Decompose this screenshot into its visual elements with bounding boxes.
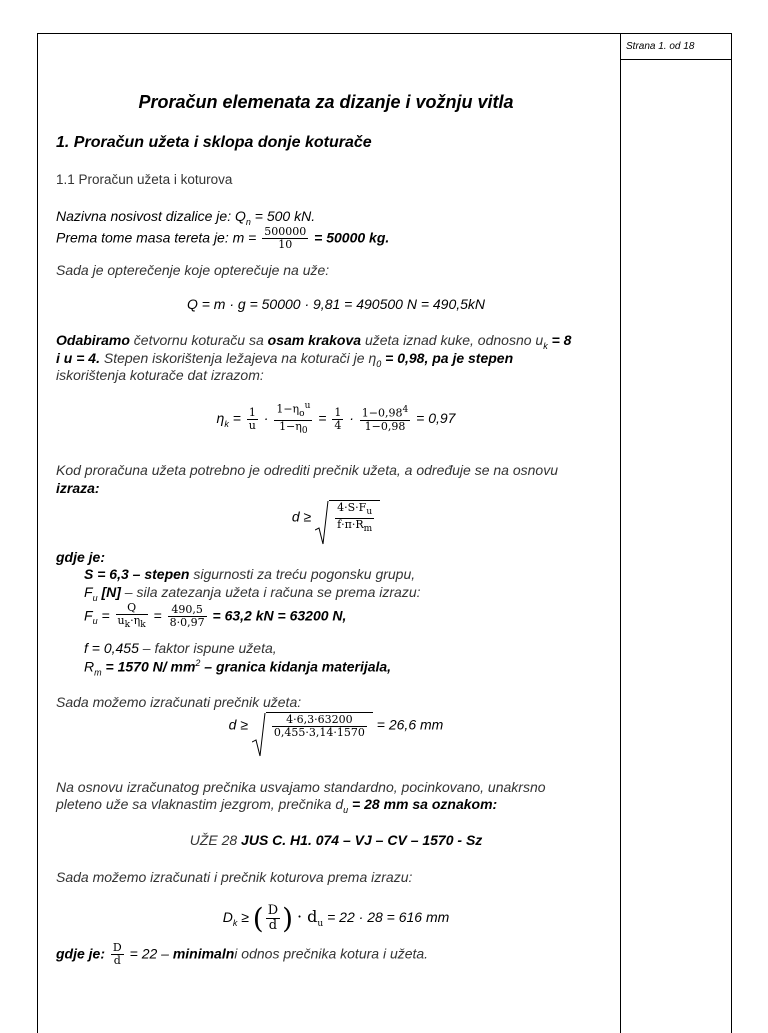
equation-d-formula: d ≥ $\frac{4\cdot S\cdot F_u}{f\cdot\pi\cdot R_m}$ (56, 500, 616, 535)
rope-designation: UŽE 28 JUS C. H1. 074 – VJ – CV – 1570 - Sz (189, 832, 483, 848)
paragraph-load: Sada je opterečenje koje opterečuje na uže: (56, 262, 330, 278)
paragraph-pulley-line3: iskorištenja koturače dat izrazom: (56, 367, 264, 383)
sqrt-sign: $\frac{4\cdot S\cdot F_u}{f\cdot\pi\cdot R_m}$ (315, 500, 380, 535)
equation-dk: $D_k$ ≥ ( $\frac{D}{d}$ ) · $d_u = 22 \cdot 28 = 616$ mm (222, 902, 450, 935)
paragraph-pulley-diameter: Sada možemo izračunati i prečnik koturova prema izrazu: (56, 869, 413, 885)
where-f: f = 0,455 – faktor ispune užeta, (84, 640, 277, 656)
sqrt-sign-numeric: $\frac{4\cdot 6,3\cdot 63200}{0,455\cdot 3,14\cdot 1570}$ (252, 712, 373, 739)
paragraph-capacity: Nazivna nosivost dizalice je: $Q_n = 500$ kN. (56, 208, 316, 227)
paragraph-standard-line2: pleteno uže sa vlaknastim jezgrom, prečnika $d_u = 28$ mm sa oznakom: (56, 796, 498, 815)
header-line (620, 59, 732, 60)
equation-q: Q = m · g = 50000 · 9,81 = 490500 N = 490,5kN (186, 296, 486, 312)
subsection-heading: 1.1 Proračun užeta i koturova (56, 172, 233, 187)
margin-column-line (620, 33, 621, 1033)
paragraph-diameter-line2: izraza: (56, 480, 100, 496)
where-fu-equation: $F_u$ = $\frac{Q}{u_k\cdot\eta_k}$ = $\frac{490,5}{8\cdot 0,97}$ = 63,2 kN = 63200 N, (84, 601, 347, 631)
paragraph-pulley-line1: Odabiramo četvornu koturaču sa osam krakova užeta iznad kuke, odnosno $u_k = 8$ (56, 332, 572, 351)
where-fu: $F_u$ [N] – sila zatezanja užeta i računa se prema izrazu: (84, 584, 421, 603)
document-title: Proračun elemenata za dizanje i vožnju vitla (138, 92, 514, 112)
page-number: Strana 1. od 18 (626, 41, 695, 52)
paragraph-ratio: gdje je: $\frac{D}{d}$ = 22 – minimalni odnos prečnika kotura i užeta. (56, 941, 429, 968)
where-rm: $R_m = 1570$ N/ $mm^2$ – granica kidanja materijala, (84, 658, 392, 678)
paragraph-mass: Prema tome masa tereta je: m = $\frac{500000}{10}$ = 50000 kg. (56, 225, 390, 252)
where-s: S = 6,3 – stepen sigurnosti za treću pogonsku grupu, (84, 566, 416, 582)
paragraph-pulley-line2: i u = 4. Stepen iskorištenja ležajeva na koturači je $\eta_0 = 0,98$, pa je stepen (56, 350, 514, 369)
paragraph-calc-diameter: Sada možemo izračunati prečnik užeta: (56, 694, 302, 710)
where-label: gdje je: (56, 549, 106, 565)
paragraph-diameter-line1: Kod proračuna užeta potrebno je odrediti prečnik užeta, a određuje se na osnovu (56, 462, 559, 478)
equation-eta: $\eta_k$ = $\frac{1}{u}$ · $\frac{1-\eta_o^u}{1-\eta_0}$ = $\frac{1}{4}$ · $\frac{1-0,98^4}{1-0,98}$ = 0,97 (216, 401, 456, 436)
paragraph-standard-line1: Na osnovu izračunatog prečnika usvajamo standardno, pocinkovano, unakrsno (56, 779, 546, 795)
equation-d-numeric: d ≥ $\frac{4\cdot 6,3\cdot 63200}{0,455\cdot 3,14\cdot 1570}$ = 26,6 mm (56, 712, 616, 739)
section-heading: 1. Proračun užeta i sklopa donje koturače (56, 134, 372, 151)
mass-fraction: $\frac{500000}{10}$ (264, 225, 307, 252)
